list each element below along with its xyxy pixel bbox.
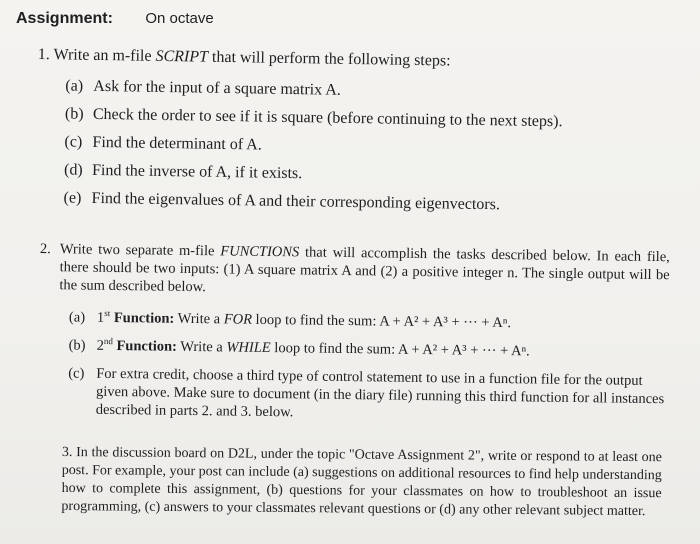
question-1-number: 1. (37, 46, 50, 64)
item-text: Find the eigenvalues of A and their corresponding eigenvectors. (91, 189, 501, 214)
item-bold: Function: (113, 309, 175, 327)
question-2-stem-em: FUNCTIONS (220, 243, 300, 261)
item-text: Ask for the input of a square matrix A. (93, 77, 341, 99)
question-1-stem-post: that will perform the following steps: (207, 48, 451, 70)
item-post: loop to find the sum: A + A² + A³ + ··· + Aⁿ. (251, 311, 512, 332)
assignment-header (16, 10, 214, 28)
list-item (69, 336, 669, 362)
list-item (69, 308, 669, 334)
ordinal-suffix: nd (103, 336, 113, 347)
question-2-stem-pre: Write two separate m-file (59, 241, 221, 260)
question-2-number: 2. (39, 240, 51, 258)
question-2-stem (39, 240, 670, 302)
ordinal-suffix: st (104, 308, 111, 319)
item-text: Find the determinant of A. (92, 133, 262, 154)
list-item (65, 76, 677, 105)
assignment-label: Assignment: (16, 10, 113, 27)
list-item (64, 132, 676, 161)
item-tag: (d) (63, 161, 83, 179)
item-tag: (a) (68, 309, 86, 326)
question-2-stem-post: that will accomplish the tasks described below. In each file, there should be two inputs: (1) A square matrix A and (2) a positive integer n. The single output will be the sum described below. (59, 244, 670, 296)
ordinal: 1 (96, 309, 105, 326)
item-text (97, 309, 669, 334)
item-tag: (b) (64, 105, 84, 123)
list-item (64, 160, 676, 189)
item-text: Check the order to see if it is square (before continuing to the next steps). (92, 105, 563, 131)
item-em: FOR (223, 311, 253, 328)
question-1 (35, 46, 678, 226)
item-post: loop to find the sum: A + A² + A³ + ··· + Aⁿ. (270, 340, 530, 360)
item-tag: (c) (64, 133, 83, 151)
question-2-items (38, 308, 669, 426)
item-em: WHILE (226, 339, 271, 357)
list-item (63, 188, 675, 217)
item-tag: (a) (65, 77, 84, 95)
question-1-stem (38, 46, 678, 74)
item-text: Find the inverse of A, if it exists. (91, 161, 303, 183)
item-pre: Write a (177, 310, 224, 328)
item-text (97, 337, 669, 362)
list-item (65, 104, 677, 133)
question-3: 3. In the discussion board on D2L, under the topic "Octave Assignment 2", write or respond to at least one post. For example, your post can include (a) suggestions on additional resources to find help understanding how to complete this assignment, (b) questions for your classmates on how to troubleshoot an issue programming, (c) answers to your classmates relevant questions or (d) any other relevant subject matter. (61, 444, 662, 520)
list-item (68, 364, 669, 426)
question-1-items (35, 76, 677, 217)
assignment-topic: On octave (145, 10, 214, 27)
item-tag: (e) (63, 189, 82, 207)
question-1-stem-pre: Write an m-file (53, 46, 156, 65)
item-tag: (c) (68, 365, 85, 382)
question-2-stem-text (59, 240, 670, 302)
item-text: For extra credit, choose a third type of control statement to use in a function file for the output given above. Make sure to document (in the diary file) running this third function for all instances described in parts 2. and 3. below. (95, 365, 665, 421)
ordinal: 2 (96, 337, 104, 354)
item-bold: Function: (116, 338, 178, 355)
question-1-stem-em: SCRIPT (155, 47, 209, 66)
item-tag: (b) (68, 337, 86, 354)
item-pre: Write a (180, 338, 227, 356)
question-2 (38, 240, 670, 436)
